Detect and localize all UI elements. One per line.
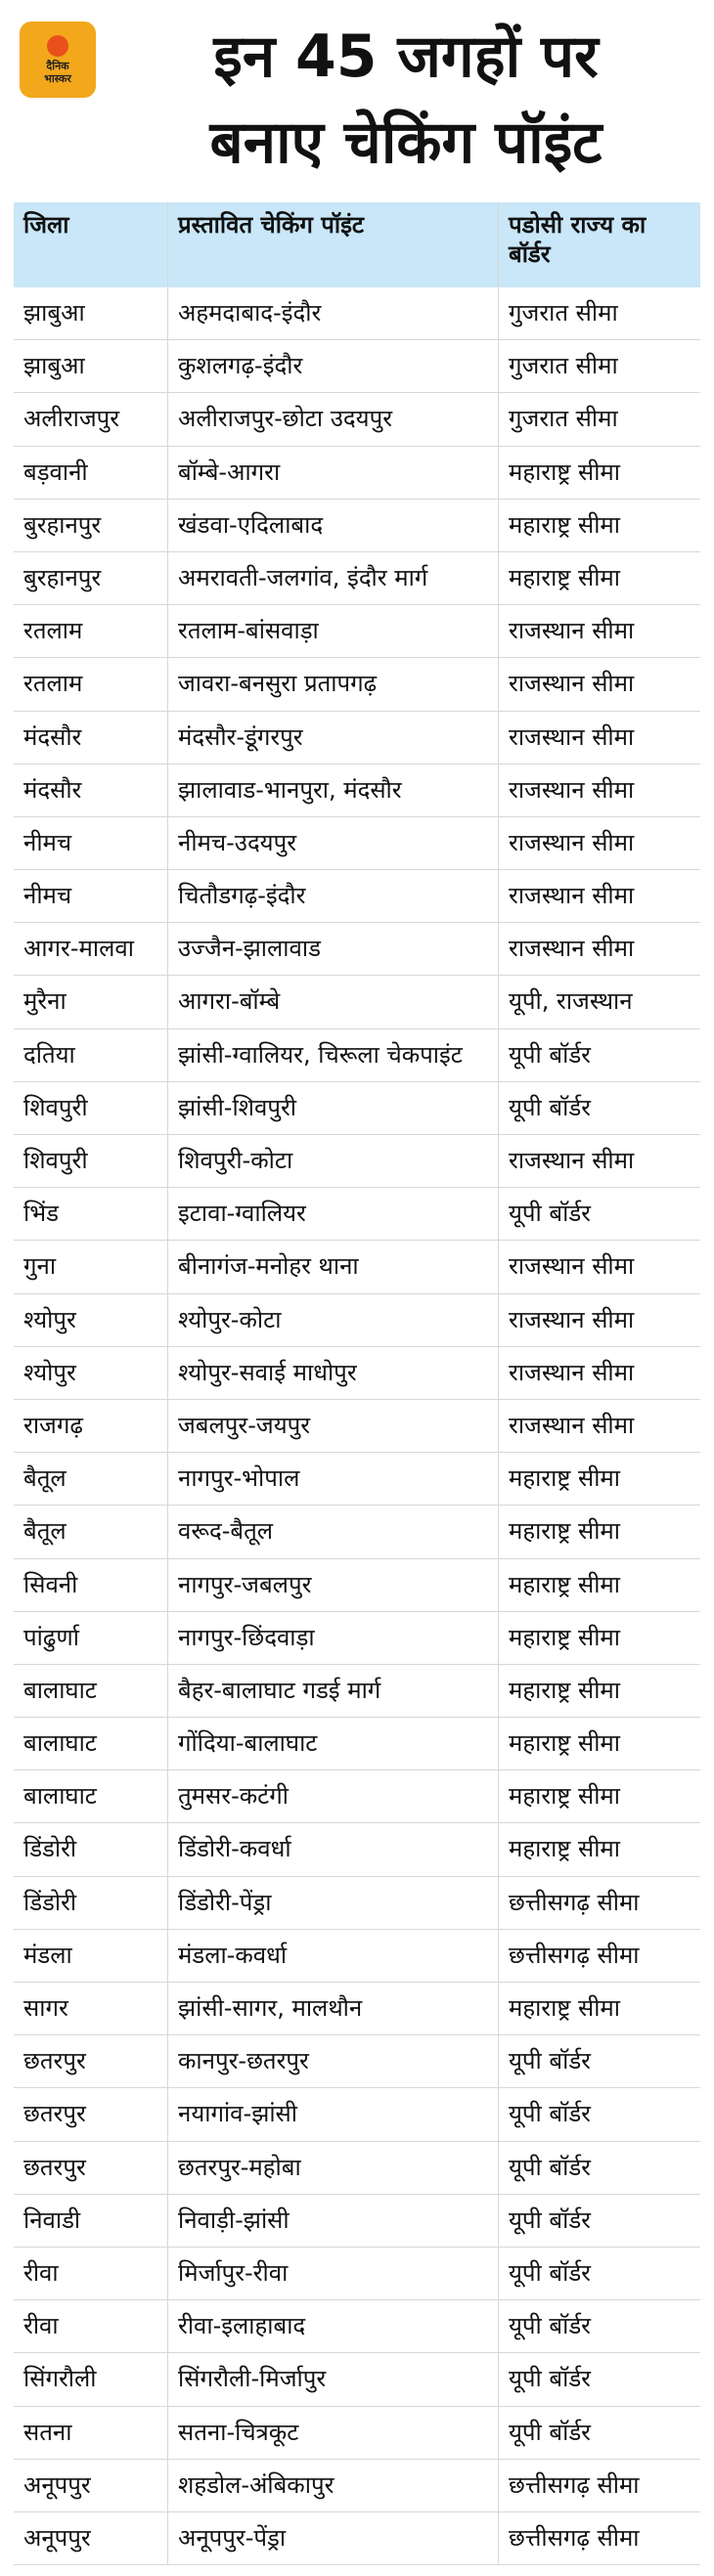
table-header <box>14 202 700 287</box>
table-row <box>14 1453 700 1506</box>
district-cell: बुरहानपुर <box>14 500 168 551</box>
border-cell: महाराष्ट्र सीमा <box>509 1623 620 1651</box>
district-cell: बालाघाट <box>14 1665 168 1717</box>
border-cell: राजस्थान सीमा <box>509 935 635 963</box>
checkpoint-cell: जबलपुर-जयपुर <box>168 1400 499 1452</box>
district-cell: दतिया <box>14 1029 168 1081</box>
border-cell: यूपी बॉर्डर <box>509 2047 591 2075</box>
table-row <box>14 552 700 605</box>
district-cell: शिवपुरी <box>14 1082 168 1134</box>
header <box>0 0 714 196</box>
table-row <box>14 2195 700 2248</box>
table-row <box>14 1082 700 1135</box>
checkpoint-cell: मंडला-कवर्धा <box>168 1930 499 1982</box>
page-title <box>108 14 704 186</box>
border-cell: राजस्थान सीमा <box>509 882 635 910</box>
border-cell: महाराष्ट्र सीमा <box>509 510 620 539</box>
table-row <box>14 1029 700 1082</box>
border-cell: महाराष्ट्र सीमा <box>509 1782 620 1811</box>
checkpoint-cell: नागपुर-छिंदवाड़ा <box>168 1612 499 1664</box>
sun-icon <box>47 35 68 57</box>
district-cell: सतना <box>14 2407 168 2459</box>
border-cell: महाराष्ट्र सीमा <box>509 1517 620 1546</box>
table-row <box>14 393 700 446</box>
checkpoint-cell: बैहर-बालाघाट गडई मार्ग <box>168 1665 499 1717</box>
border-cell: राजस्थान सीमा <box>509 1147 635 1174</box>
border-cell: महाराष्ट्र सीमा <box>509 1570 620 1598</box>
table-row <box>14 1400 700 1453</box>
district-cell: रीवा <box>14 2248 168 2299</box>
district-cell: मुरैना <box>14 976 168 1027</box>
table-row <box>14 1135 700 1188</box>
border-cell: राजस्थान सीमा <box>509 670 635 698</box>
district-cell: मंदसौर <box>14 712 168 764</box>
border-cell: राजस्थान सीमा <box>509 828 635 856</box>
table-row <box>14 2088 700 2141</box>
table-row <box>14 1930 700 1983</box>
district-cell: छतरपुर <box>14 2142 168 2194</box>
district-cell: भिंड <box>14 1188 168 1240</box>
district-cell: रीवा <box>14 2300 168 2352</box>
table-body <box>14 287 700 2565</box>
title-line1: इन 45 जगहों पर <box>213 22 599 91</box>
checkpoint-cell: डिंडोरी-कवर्धा <box>168 1823 499 1875</box>
district-cell: सिवनी <box>14 1559 168 1611</box>
district-cell: बैतूल <box>14 1506 168 1557</box>
checkpoint-cell: नागपुर-भोपाल <box>168 1453 499 1505</box>
checkpoint-cell: चितौडगढ़-इंदौर <box>168 870 499 922</box>
title-line2: बनाए चेकिंग पॉइंट <box>209 109 602 177</box>
table-row <box>14 1877 700 1930</box>
district-cell: छतरपुर <box>14 2035 168 2087</box>
border-cell: यूपी बॉर्डर <box>509 2153 591 2181</box>
checkpoint-table <box>14 202 700 2565</box>
district-cell: मंदसौर <box>14 764 168 816</box>
border-cell: यूपी बॉर्डर <box>509 1093 591 1121</box>
checkpoint-cell: बीनागंज-मनोहर थाना <box>168 1241 499 1292</box>
border-cell: यूपी बॉर्डर <box>509 2365 591 2393</box>
header-border: पडोसी राज्य का बॉर्डर <box>509 211 647 268</box>
checkpoint-cell: वरूद-बैतूल <box>168 1506 499 1557</box>
checkpoint-cell: झांसी-ग्वालियर, चिरूला चेकपाइंट <box>168 1029 499 1081</box>
district-cell: राजगढ़ <box>14 1400 168 1452</box>
district-cell: नीमच <box>14 870 168 922</box>
table-row <box>14 1718 700 1770</box>
checkpoint-cell: रतलाम-बांसवाड़ा <box>168 605 499 657</box>
checkpoint-cell: कानपुर-छतरपुर <box>168 2035 499 2087</box>
checkpoint-cell: अहमदाबाद-इंदौर <box>168 287 499 339</box>
dainik-bhaskar-logo <box>20 22 96 98</box>
checkpoint-cell: गोंदिया-बालाघाट <box>168 1718 499 1769</box>
table-row <box>14 2460 700 2512</box>
checkpoint-cell: तुमसर-कटंगी <box>168 1770 499 1822</box>
border-cell: यूपी बॉर्डर <box>509 2258 591 2287</box>
table-row <box>14 2142 700 2195</box>
border-cell: छत्तीसगढ़ सीमा <box>509 1888 640 1916</box>
table-row <box>14 712 700 764</box>
border-cell: गुजरात सीमा <box>509 299 618 327</box>
district-cell: बालाघाट <box>14 1718 168 1769</box>
checkpoint-cell: आगरा-बॉम्बे <box>168 976 499 1027</box>
border-cell: राजस्थान सीमा <box>509 1252 635 1281</box>
table-row <box>14 1506 700 1558</box>
border-cell: महाराष्ट्र सीमा <box>509 1464 620 1493</box>
checkpoint-cell: मंदसौर-डूंगरपुर <box>168 712 499 764</box>
border-cell: छत्तीसगढ़ सीमा <box>509 2470 640 2499</box>
checkpoint-cell: सिंगरौली-मिर्जापुर <box>168 2353 499 2405</box>
table-row <box>14 340 700 393</box>
border-cell: राजस्थान सीमा <box>509 1358 635 1386</box>
checkpoint-cell: श्योपुर-कोटा <box>168 1294 499 1346</box>
border-cell: यूपी बॉर्डर <box>509 1040 591 1069</box>
border-cell: यूपी बॉर्डर <box>509 2100 591 2128</box>
border-cell: छत्तीसगढ़ सीमा <box>509 1941 640 1969</box>
district-cell: अनूपपुर <box>14 2460 168 2511</box>
checkpoint-cell: जावरा-बनसुरा प्रतापगढ़ <box>168 658 499 710</box>
border-cell: यूपी बॉर्डर <box>509 2312 591 2340</box>
table-row <box>14 2035 700 2088</box>
checkpoint-cell: निवाड़ी-झांसी <box>168 2195 499 2247</box>
district-cell: गुना <box>14 1241 168 1292</box>
border-cell: राजस्थान सीमा <box>509 617 635 645</box>
checkpoint-cell: नागपुर-जबलपुर <box>168 1559 499 1611</box>
border-cell: महाराष्ट्र सीमा <box>509 458 620 486</box>
district-cell: छतरपुर <box>14 2088 168 2140</box>
district-cell: बड़वानी <box>14 447 168 499</box>
checkpoint-cell: अलीराजपुर-छोटा उदयपुर <box>168 393 499 445</box>
checkpoint-cell: मिर्जापुर-रीवा <box>168 2248 499 2299</box>
district-cell: नीमच <box>14 817 168 869</box>
district-cell: झाबुआ <box>14 287 168 339</box>
district-cell: बुरहानपुर <box>14 552 168 604</box>
header-checkpoint: प्रस्तावित चेकिंग पॉइंट <box>168 202 499 287</box>
checkpoint-cell: खंडवा-एदिलाबाद <box>168 500 499 551</box>
checkpoint-cell: छतरपुर-महोबा <box>168 2142 499 2194</box>
table-row <box>14 287 700 340</box>
checkpoint-cell: इटावा-ग्वालियर <box>168 1188 499 1240</box>
table-row <box>14 2353 700 2406</box>
table-row <box>14 447 700 500</box>
district-cell: निवाडी <box>14 2195 168 2247</box>
table-row <box>14 2248 700 2300</box>
border-cell: राजस्थान सीमा <box>509 1411 635 1439</box>
border-cell: महाराष्ट्र सीमा <box>509 1676 620 1704</box>
district-cell: बालाघाट <box>14 1770 168 1822</box>
border-cell: गुजरात सीमा <box>509 405 618 433</box>
checkpoint-cell: उज्जैन-झालावाड <box>168 923 499 975</box>
checkpoint-cell: नीमच-उदयपुर <box>168 817 499 869</box>
district-cell: आगर-मालवा <box>14 923 168 975</box>
table-row <box>14 500 700 552</box>
table-row <box>14 923 700 976</box>
table-row <box>14 870 700 923</box>
table-row <box>14 1612 700 1665</box>
checkpoint-cell: शहडोल-अंबिकापुर <box>168 2460 499 2511</box>
district-cell: श्योपुर <box>14 1294 168 1346</box>
district-cell: मंडला <box>14 1930 168 1982</box>
border-cell: महाराष्ट्र सीमा <box>509 563 620 591</box>
table-row <box>14 1347 700 1400</box>
district-cell: बैतूल <box>14 1453 168 1505</box>
checkpoint-cell: झालावाड-भानपुरा, मंदसौर <box>168 764 499 816</box>
checkpoint-cell: झांसी-सागर, मालथौन <box>168 1983 499 2034</box>
border-cell: महाराष्ट्र सीमा <box>509 1729 620 1758</box>
checkpoint-cell: नयागांव-झांसी <box>168 2088 499 2140</box>
logo-text-line1: दैनिक <box>46 59 69 72</box>
border-cell: राजस्थान सीमा <box>509 775 635 804</box>
header-district: जिला <box>14 202 168 287</box>
border-cell: छत्तीसगढ़ सीमा <box>509 2523 640 2552</box>
checkpoint-cell: अमरावती-जलगांव, इंदौर मार्ग <box>168 552 499 604</box>
table-row <box>14 2407 700 2460</box>
table-row <box>14 1241 700 1293</box>
table-row <box>14 2300 700 2353</box>
district-cell: झाबुआ <box>14 340 168 392</box>
checkpoint-cell: कुशलगढ़-इंदौर <box>168 340 499 392</box>
checkpoint-cell: अनूपपुर-पेंड्रा <box>168 2512 499 2564</box>
table-row <box>14 1188 700 1241</box>
checkpoint-cell: डिंडोरी-पेंड्रा <box>168 1877 499 1929</box>
district-cell: अनूपपुर <box>14 2512 168 2564</box>
border-cell: राजस्थान सीमा <box>509 722 635 751</box>
checkpoint-cell: बॉम्बे-आगरा <box>168 447 499 499</box>
checkpoint-cell: रीवा-इलाहाबाद <box>168 2300 499 2352</box>
checkpoint-cell: झांसी-शिवपुरी <box>168 1082 499 1134</box>
border-cell: महाराष्ट्र सीमा <box>509 1994 620 2022</box>
table-row <box>14 1983 700 2035</box>
table-row <box>14 976 700 1028</box>
district-cell: अलीराजपुर <box>14 393 168 445</box>
checkpoint-cell: श्योपुर-सवाई माधोपुर <box>168 1347 499 1399</box>
border-cell: राजस्थान सीमा <box>509 1305 635 1333</box>
table-row <box>14 1559 700 1612</box>
checkpoint-cell: शिवपुरी-कोटा <box>168 1135 499 1187</box>
checkpoint-cell: सतना-चित्रकूट <box>168 2407 499 2459</box>
border-cell: यूपी बॉर्डर <box>509 1200 591 1228</box>
district-cell: डिंडोरी <box>14 1823 168 1875</box>
table-row <box>14 1665 700 1718</box>
table-row <box>14 658 700 711</box>
table-row <box>14 1770 700 1823</box>
table-row <box>14 1823 700 1876</box>
district-cell: श्योपुर <box>14 1347 168 1399</box>
border-cell: यूपी, राजस्थान <box>509 987 633 1016</box>
logo-text-line2: भास्कर <box>44 71 71 85</box>
border-cell: गुजरात सीमा <box>509 352 618 380</box>
table-row <box>14 605 700 658</box>
district-cell: डिंडोरी <box>14 1877 168 1929</box>
district-cell: शिवपुरी <box>14 1135 168 1187</box>
table-row <box>14 817 700 870</box>
district-cell: सागर <box>14 1983 168 2034</box>
table-row <box>14 2512 700 2565</box>
border-cell: यूपी बॉर्डर <box>509 2418 591 2446</box>
border-cell: यूपी बॉर्डर <box>509 2205 591 2234</box>
district-cell: सिंगरौली <box>14 2353 168 2405</box>
table-row <box>14 764 700 817</box>
district-cell: रतलाम <box>14 658 168 710</box>
district-cell: रतलाम <box>14 605 168 657</box>
table-row <box>14 1294 700 1347</box>
district-cell: पांढुर्णा <box>14 1612 168 1664</box>
border-cell: महाराष्ट्र सीमा <box>509 1835 620 1863</box>
